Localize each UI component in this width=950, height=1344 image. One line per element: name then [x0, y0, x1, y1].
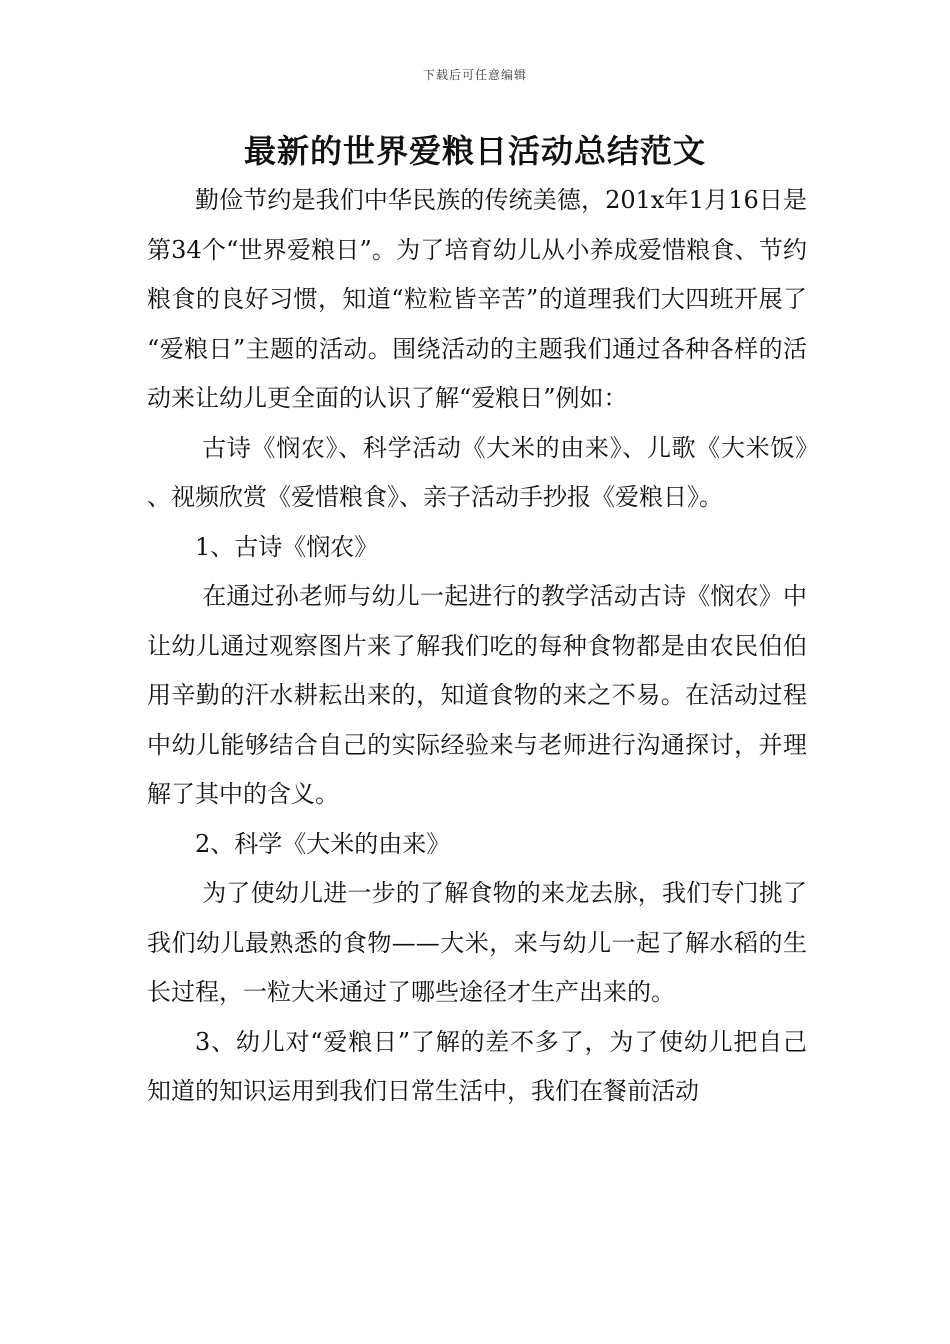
- paragraph-intro: 勤俭节约是我们中华民族的传统美德，201x年1月16日是第34个“世界爱粮日”。为了培育幼儿从小养成爱惜粮食、节约粮食的良好习惯，知道“粒粒皆辛苦”的道理我们大四班开展了“爱粮日”主题的活动。围绕活动的主题我们通过各种各样的活动来让幼儿更全面的认识了解“爱粮日”例如：: [147, 186, 807, 412]
- paragraph-poem: 在通过孙老师与幼儿一起进行的教学活动古诗《悯农》中让幼儿通过观察图片来了解我们吃的每种食物都是由农民伯伯用辛勤的汗水耕耘出来的，知道食物的来之不易。在活动过程中幼儿能够结合自己的实际经验来与老师进行沟通探讨，并理解了其中的含义。: [147, 582, 807, 808]
- section-heading-science: 2、科学《大米的由来》: [195, 829, 451, 858]
- paragraph-activity-list: 古诗《悯农》、科学活动《大米的由来》、儿歌《大米饭》、视频欣赏《爱惜粮食》、亲子活动手抄报《爱粮日》。: [147, 433, 807, 511]
- document-body: [147, 176, 807, 1117]
- header-note: 下载后可任意编辑: [422, 68, 527, 82]
- section-heading-poem: 1、古诗《悯农》: [195, 532, 379, 561]
- document-title: 最新的世界爱粮日活动总结范文: [243, 132, 706, 170]
- paragraph-mealtime: 3、幼儿对“爱粮日”了解的差不多了，为了使幼儿把自己知道的知识运用到我们日常生活中，我们在餐前活动: [147, 1027, 807, 1105]
- paragraph-science: 为了使幼儿进一步的了解食物的来龙去脉，我们专门挑了我们幼儿最熟悉的食物——大米，来与幼儿一起了解水稻的生长过程，一粒大米通过了哪些途径才生产出来的。: [147, 879, 807, 1006]
